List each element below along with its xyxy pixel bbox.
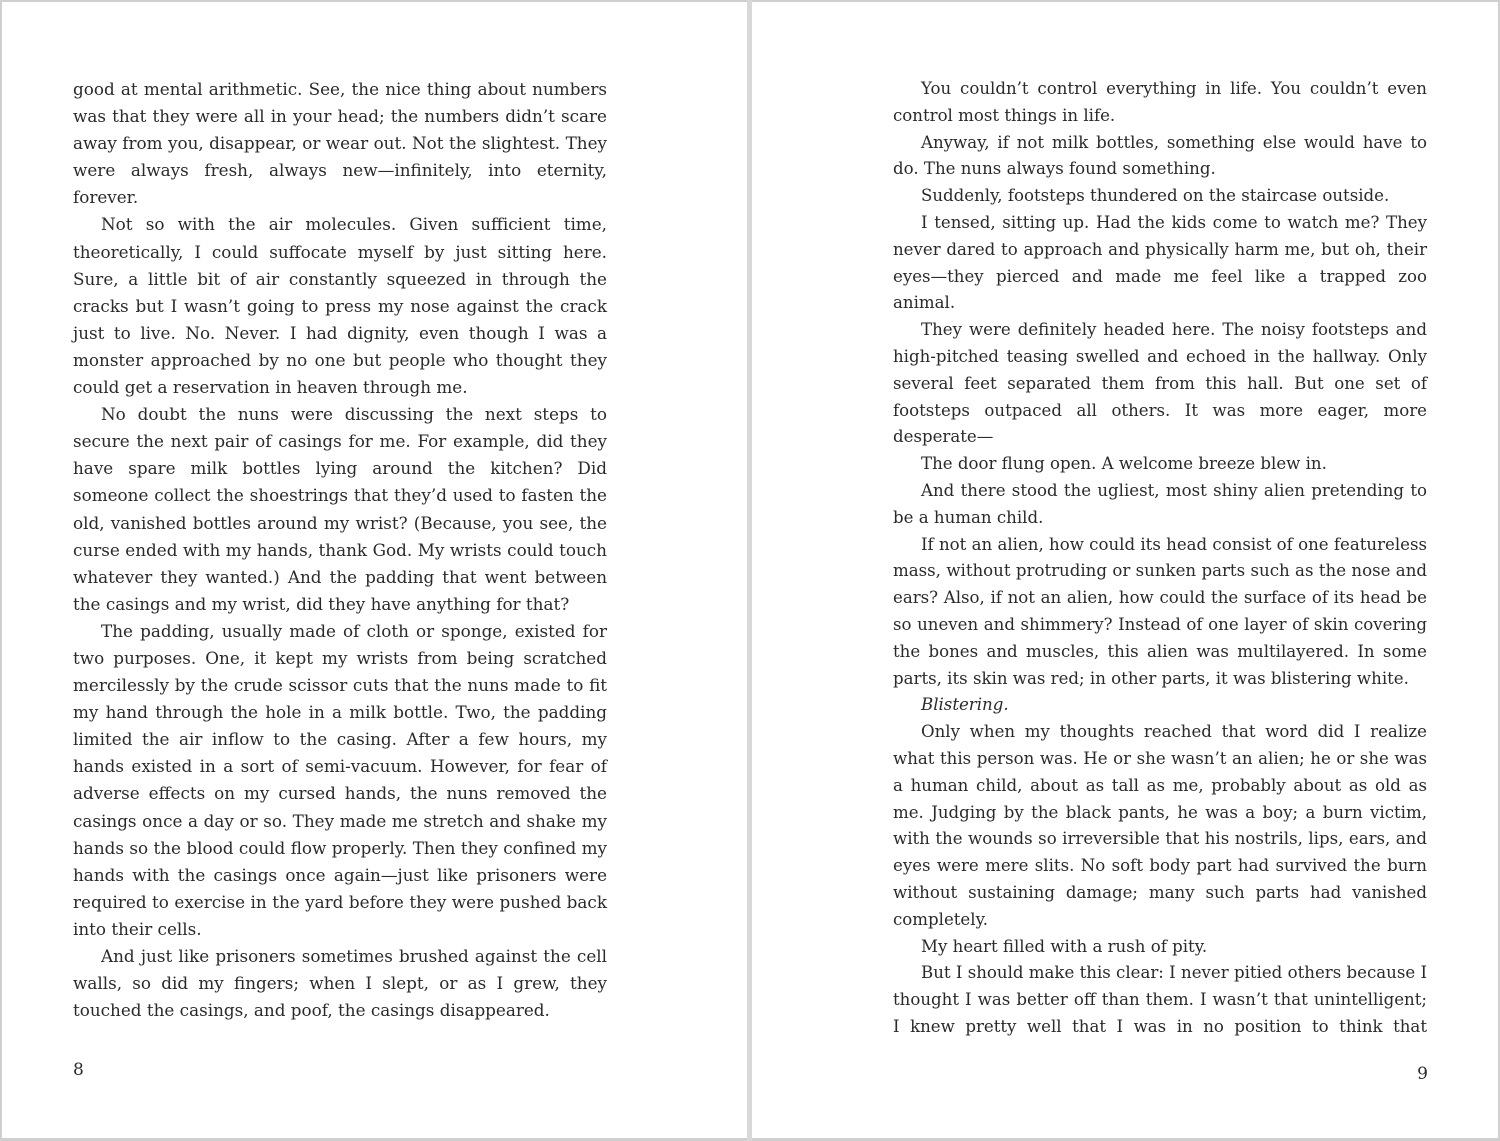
paragraph: The door flung open. A welcome breeze blew in.: [921, 454, 1327, 474]
paragraph: If not an alien, how could its head consist of one featureless mass, without protruding or sunken parts such as the nose and ears? Also, if not an alien, how could the surface of its head be so uneven and shimmery? Instead of one layer of skin covering the bones and muscles, this alien was multilayered. In some parts, its skin was red; in other parts, it was blistering white.: [893, 534, 1427, 688]
paragraph: Blistering.: [921, 695, 1009, 715]
paragraph: They were definitely headed here. The noisy footsteps and high-pitched teasing swelled and echoed in the hallway. Only several feet separated them from this hall. But one set of footsteps outpaced all others. It was more eager, more desperate—: [893, 320, 1427, 447]
page-number: 9: [1417, 1064, 1428, 1084]
paragraph: Anyway, if not milk bottles, something else would have to do. The nuns always found something.: [893, 132, 1427, 179]
left-page-text: [73, 76, 607, 1024]
paragraph: Not so with the air molecules. Given sufficient time, theoretically, I could suffocate myself by just sitting here. Sure, a little bit of air constantly squeezed in through the cracks but I wasn’t going to press my nose against the crack just to live. No. Never. I had dignity, even though I was a monster approached by no one but people who thought they could get a reservation in heaven through me.: [73, 214, 607, 398]
page-number: 8: [73, 1060, 84, 1080]
paragraph: But I should make this clear: I never pitied others because I thought I was better off than them. I wasn’t that unintelligent; I knew pretty well that I was in no position to think that: [893, 963, 1427, 1036]
paragraph: No doubt the nuns were discussing the next steps to secure the next pair of casings for me. For example, did they have spare milk bottles lying around the kitchen? Did someone collect the shoestrings that they’d used to fasten the old, vanished bottles around my wrist? (Because, you see, the curse ended with my hands, thank God. My wrists could touch whatever they wanted.) And the padding that went between the casings and my wrist, did they have anything for that?: [73, 404, 607, 614]
paragraph: good at mental arithmetic. See, the nice thing about numbers was that they were all in your head; the numbers didn’t scare away from you, disappear, or wear out. Not the slightest. They were always fresh, always new—infinitely, into eternity, forever.: [73, 79, 607, 208]
paragraph: You couldn’t control everything in life. You couldn’t even control most things in life.: [893, 79, 1427, 125]
paragraph: And just like prisoners sometimes brushed against the cell walls, so did my fingers; when I slept, or as I grew, they touched the casings, and poof, the casings disappeared.: [73, 946, 607, 1021]
right-page-text: [893, 76, 1427, 1041]
paragraph: Suddenly, footsteps thundered on the staircase outside.: [921, 186, 1390, 206]
paragraph: I tensed, sitting up. Had the kids come to watch me? They never dared to approach and physically harm me, but oh, their eyes—they pierced and made me feel like a trapped zoo animal.: [893, 212, 1427, 313]
paragraph: And there stood the ugliest, most shiny alien pretending to be a human child.: [893, 480, 1427, 527]
paragraph: My heart filled with a rush of pity.: [921, 936, 1208, 956]
paragraph: The padding, usually made of cloth or sponge, existed for two purposes. One, it kept my wrists from being scratched mercilessly by the crude scissor cuts that the nuns made to fit my hand through the hole in a milk bottle. Two, the padding limited the air inflow to the casing. After a few hours, my hands existed in a sort of semi-vacuum. However, for fear of adverse effects on my cursed hands, the nuns removed the casings once a day or so. They made me stretch and shake my hands so the blood could flow properly. Then they confined my hands with the casings once again—just like prisoners were required to exercise in the yard before they were pushed back into their cells.: [73, 620, 607, 939]
left-page: [2, 2, 747, 1138]
paragraph: Only when my thoughts reached that word did I realize what this person was. He or she wasn’t an alien; he or she was a human child, about as tall as me, probably about as old as me. Judging by the black pants, he was a boy; a burn victim, with the wounds so irreversible that his nostrils, lips, ears, and eyes were mere slits. No soft body part had survived the burn without sustaining damage; many such parts had vanished completely.: [893, 722, 1427, 929]
right-page: [752, 2, 1498, 1138]
